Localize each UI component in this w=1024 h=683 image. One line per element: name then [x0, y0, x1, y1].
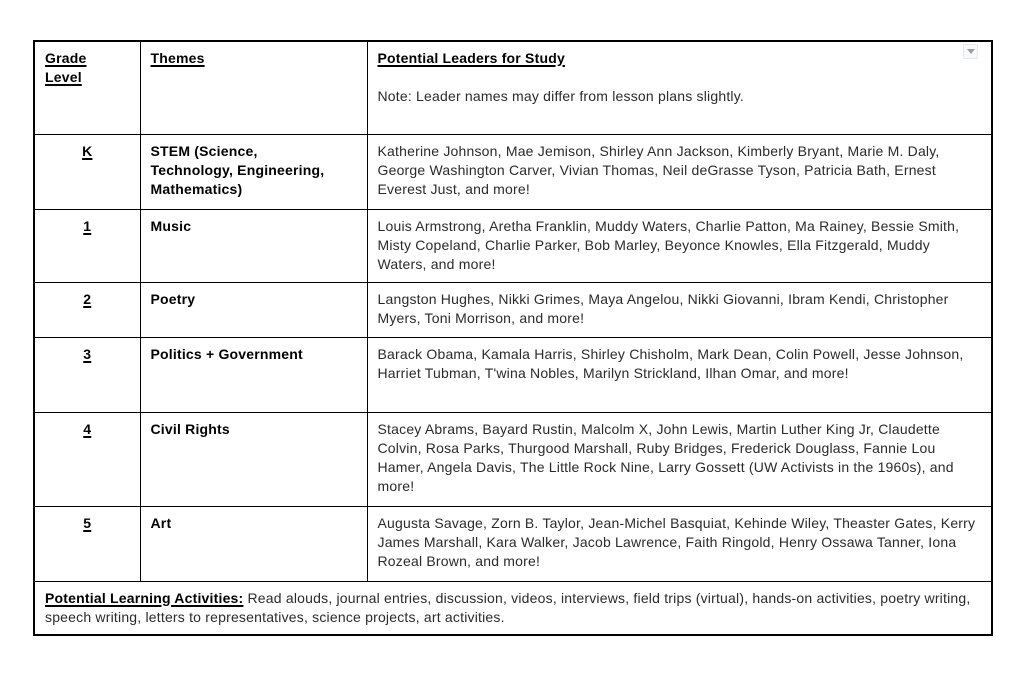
leaders-cell	[367, 209, 992, 282]
theme-cell	[140, 412, 367, 506]
theme-cell	[140, 282, 367, 337]
grade-cell	[34, 282, 140, 337]
leaders-note: Note: Leader names may differ from lesson plans slightly.	[377, 88, 744, 104]
grade-cell	[34, 134, 140, 209]
leaders-cell	[367, 337, 992, 412]
learning-activities-label: Potential Learning Activities:	[45, 589, 244, 606]
theme-label: Art	[150, 514, 172, 531]
lesson-plan-table	[33, 40, 993, 636]
theme-cell	[140, 134, 367, 209]
theme-cell	[140, 209, 367, 282]
theme-label: Politics + Government	[150, 345, 303, 362]
leaders-text: Barack Obama, Kamala Harris, Shirley Chisholm, Mark Dean, Colin Powell, Jesse Johnson, Harriet Tubman, T'wina Nobles, Marilyn Strickland, Ilhan Omar, and more!	[377, 345, 964, 381]
theme-cell	[140, 506, 367, 581]
grade-cell	[34, 337, 140, 412]
table-row	[34, 412, 992, 506]
leaders-header-cell	[367, 41, 992, 134]
leaders-text: Katherine Johnson, Mae Jemison, Shirley Ann Jackson, Kimberly Bryant, Marie M. Daly, George Washington Carver, Vivian Thomas, Neil deGrasse Tyson, Patricia Bath, Ernest Everest Just, and more!	[377, 142, 940, 197]
leaders-cell	[367, 412, 992, 506]
grade-level-value: 4	[83, 420, 92, 437]
table-options-dropdown-button[interactable]	[963, 44, 978, 59]
leaders-cell	[367, 134, 992, 209]
grade-cell	[34, 412, 140, 506]
leaders-text: Langston Hughes, Nikki Grimes, Maya Angelou, Nikki Giovanni, Ibram Kendi, Christopher Myers, Toni Morrison, and more!	[377, 290, 949, 326]
grade-level-value: K	[82, 142, 93, 159]
table-row	[34, 337, 992, 412]
themes-header-cell	[140, 41, 367, 134]
grade-level-header-cell	[34, 41, 140, 134]
leaders-text: Stacey Abrams, Bayard Rustin, Malcolm X, John Lewis, Martin Luther King Jr, Claudette Colvin, Rosa Parks, Thurgood Marshall, Ruby Bridges, Frederick Douglass, Fannie Lou Hamer, Angela Davis, The Little Rock Nine, Larry Gossett (UW Activists in the 1960s), and more!	[377, 420, 954, 494]
leaders-header: Potential Leaders for Study	[377, 50, 565, 66]
table-row	[34, 506, 992, 581]
leaders-cell	[367, 506, 992, 581]
table-footer-row	[34, 581, 992, 635]
table-row	[34, 209, 992, 282]
leaders-text: Louis Armstrong, Aretha Franklin, Muddy Waters, Charlie Patton, Ma Rainey, Bessie Smith, Misty Copeland, Charlie Parker, Bob Marley, Beyonce Knowles, Ella Fitzgerald, Muddy Waters, and more!	[377, 217, 960, 272]
grade-level-value: 5	[83, 514, 92, 531]
grade-cell	[34, 506, 140, 581]
grade-cell	[34, 209, 140, 282]
grade-level-value: 1	[83, 217, 92, 234]
learning-activities-cell	[34, 581, 992, 635]
grade-level-value: 2	[83, 290, 92, 307]
theme-label: Civil Rights	[150, 420, 230, 437]
theme-cell	[140, 337, 367, 412]
table-header-row	[34, 41, 992, 134]
grade-level-value: 3	[83, 345, 92, 362]
leaders-text: Augusta Savage, Zorn B. Taylor, Jean-Michel Basquiat, Kehinde Wiley, Theaster Gates, Kerry James Marshall, Kara Walker, Jacob Lawrence, Faith Ringold, Henry Ossawa Tanner, Iona Rozeal Brown, and more!	[377, 514, 976, 569]
theme-label: Poetry	[150, 290, 196, 307]
learning-activities-text: Read alouds, journal entries, discussion, videos, interviews, field trips (virtual), hands-on activities, poetry writing, speech writing, letters to representatives, science projects, art activities.	[45, 589, 971, 625]
themes-header: Themes	[150, 50, 205, 66]
grade-level-header: Grade Level	[45, 50, 87, 85]
table-row	[34, 134, 992, 209]
table-row	[34, 282, 992, 337]
theme-label: STEM (Science, Technology, Engineering, Mathematics)	[150, 142, 325, 197]
theme-label: Music	[150, 217, 192, 234]
caret-down-icon	[967, 49, 975, 54]
leaders-cell	[367, 282, 992, 337]
